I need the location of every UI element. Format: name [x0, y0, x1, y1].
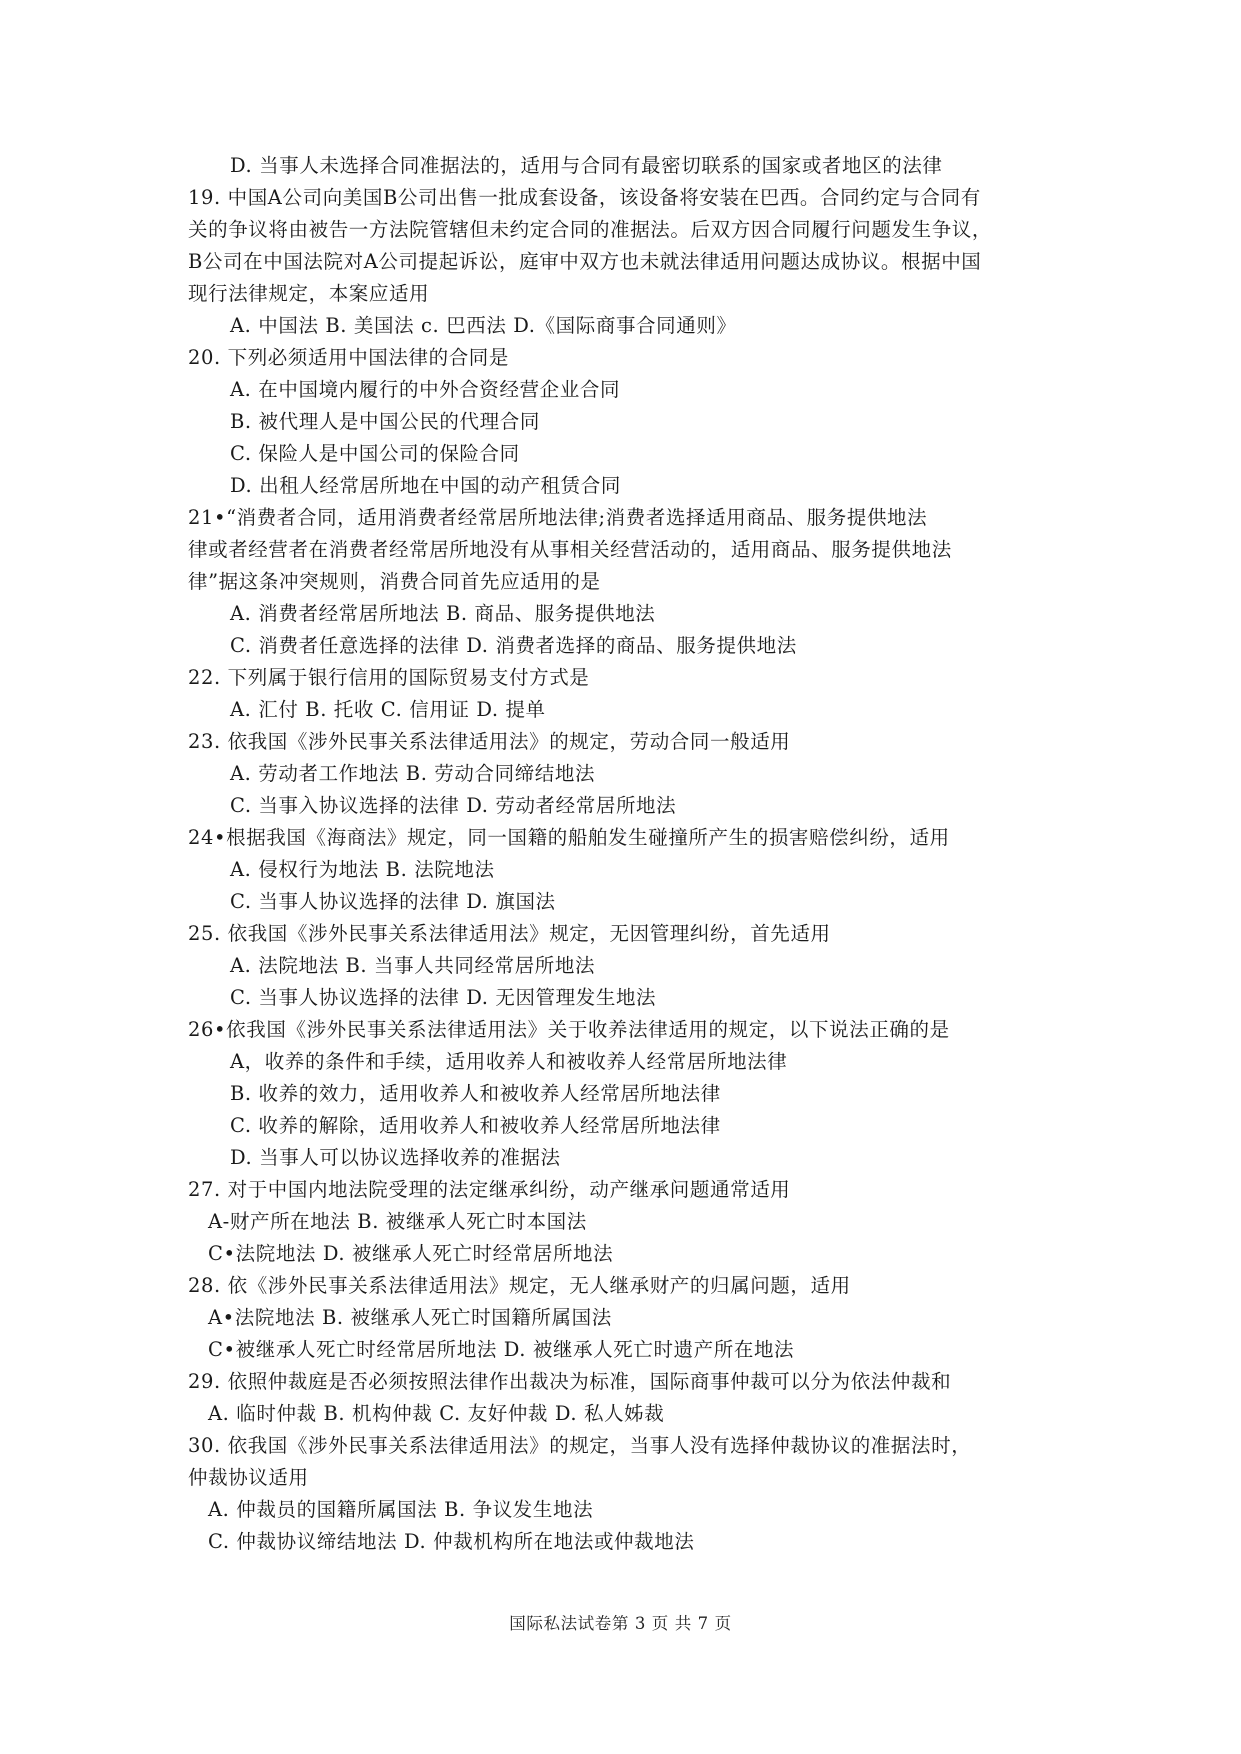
q26-option-c: C. 收养的解除，适用收养人和被收养人经常居所地法律 [230, 1114, 721, 1137]
q19-stem-line-3: B公司在中国法院对A公司提起诉讼，庭审中双方也未就法律适用问题达成协议。根据中国 [188, 250, 982, 273]
q30-stem-line-1: 30. 依我国《涉外民事关系法律适用法》的规定，当事人没有选择仲裁协议的准据法时， [188, 1434, 972, 1457]
q25-options-cd: C. 当事人协议选择的法律 D. 无因管理发生地法 [230, 986, 657, 1009]
q28-options-cd: C•被继承人死亡时经常居所地法 D. 被继承人死亡时遗产所在地法 [208, 1338, 795, 1361]
q29-options: A. 临时仲裁 B. 机构仲裁 C. 友好仲裁 D. 私人姊裁 [208, 1402, 665, 1425]
q20-stem: 20. 下列必须适用中国法律的合同是 [188, 346, 510, 369]
q22-stem: 22. 下列属于银行信用的国际贸易支付方式是 [188, 666, 590, 689]
q21-options-ab: A. 消费者经常居所地法 B. 商品、服务提供地法 [230, 602, 656, 625]
q18-option-d: D. 当事人未选择合同准据法的，适用与合同有最密切联系的国家或者地区的法律 [230, 154, 943, 177]
q26-option-b: B. 收养的效力，适用收养人和被收养人经常居所地法律 [230, 1082, 721, 1105]
q26-stem: 26•依我国《涉外民事关系法律适用法》关于收养法律适用的规定，以下说法正确的是 [188, 1018, 950, 1041]
q19-stem-line-2: 关的争议将由被告一方法院管辖但未约定合同的准据法。后双方因合同履行问题发生争议， [188, 218, 993, 241]
q25-stem: 25. 依我国《涉外民事关系法律适用法》规定，无因管理纠纷，首先适用 [188, 922, 831, 945]
q24-options-ab: A. 侵权行为地法 B. 法院地法 [230, 858, 495, 881]
q20-option-a: A. 在中国境内履行的中外合资经营企业合同 [230, 378, 621, 401]
q28-options-ab: A•法院地法 B. 被继承人死亡时国籍所属国法 [208, 1306, 612, 1329]
q30-options-cd: C. 仲裁协议缔结地法 D. 仲裁机构所在地法或仲裁地法 [208, 1530, 695, 1553]
q21-options-cd: C. 消费者任意选择的法律 D. 消费者选择的商品、服务提供地法 [230, 634, 797, 657]
q20-option-c: C. 保险人是中国公司的保险合同 [230, 442, 520, 465]
q21-stem-line-2: 律或者经营者在消费者经常居所地没有从事相关经营活动的，适用商品、服务提供地法 [188, 538, 952, 561]
q29-stem: 29. 依照仲裁庭是否必须按照法律作出裁决为标准，国际商事仲裁可以分为依法仲裁和 [188, 1370, 952, 1393]
q19-options: A. 中国法 B. 美国法 c. 巴西法 D.《国际商事合同通则》 [230, 314, 737, 337]
q27-options-ab: A-财产所在地法 B. 被继承人死亡时本国法 [208, 1210, 587, 1233]
q23-stem: 23. 依我国《涉外民事关系法律适用法》的规定，劳动合同一般适用 [188, 730, 791, 753]
q27-options-cd: C•法院地法 D. 被继承人死亡时经常居所地法 [208, 1242, 614, 1265]
q19-stem-line-1: 19. 中国A公司向美国B公司出售一批成套设备，该设备将安装在巴西。合同约定与合同有 [188, 186, 981, 209]
q20-option-d: D. 出租人经常居所地在中国的动产租赁合同 [230, 474, 621, 497]
q22-options: A. 汇付 B. 托收 C. 信用证 D. 提单 [230, 698, 546, 721]
q25-options-ab: A. 法院地法 B. 当事人共同经常居所地法 [230, 954, 596, 977]
q21-stem-line-1: 21•“消费者合同，适用消费者经常居所地法律;消费者选择适用商品、服务提供地法 [188, 506, 928, 529]
q19-stem-line-4: 现行法律规定，本案应适用 [188, 282, 430, 305]
q27-stem: 27. 对于中国内地法院受理的法定继承纠纷，动产继承问题通常适用 [188, 1178, 791, 1201]
q24-stem: 24•根据我国《海商法》规定，同一国籍的船舶发生碰撞所产生的损害赔偿纠纷，适用 [188, 826, 950, 849]
q21-stem-line-3: 律”据这条冲突规则，消费合同首先应适用的是 [188, 570, 601, 593]
q30-stem-line-2: 仲裁协议适用 [188, 1466, 309, 1489]
q20-option-b: B. 被代理人是中国公民的代理合同 [230, 410, 540, 433]
q30-options-ab: A. 仲裁员的国籍所属国法 B. 争议发生地法 [208, 1498, 594, 1521]
q23-options-ab: A. 劳动者工作地法 B. 劳动合同缔结地法 [230, 762, 596, 785]
q24-options-cd: C. 当事人协议选择的法律 D. 旗国法 [230, 890, 556, 913]
q26-option-d: D. 当事人可以协议选择收养的准据法 [230, 1146, 561, 1169]
q23-options-cd: C. 当事入协议选择的法律 D. 劳动者经常居所地法 [230, 794, 677, 817]
q26-option-a: A，收养的条件和手续，适用收养人和被收养人经常居所地法律 [230, 1050, 788, 1073]
q28-stem: 28. 依《涉外民事关系法律适用法》规定，无人继承财产的归属问题，适用 [188, 1274, 851, 1297]
page-footer: 国际私法试卷第 3 页 共 7 页 [509, 1614, 732, 1633]
